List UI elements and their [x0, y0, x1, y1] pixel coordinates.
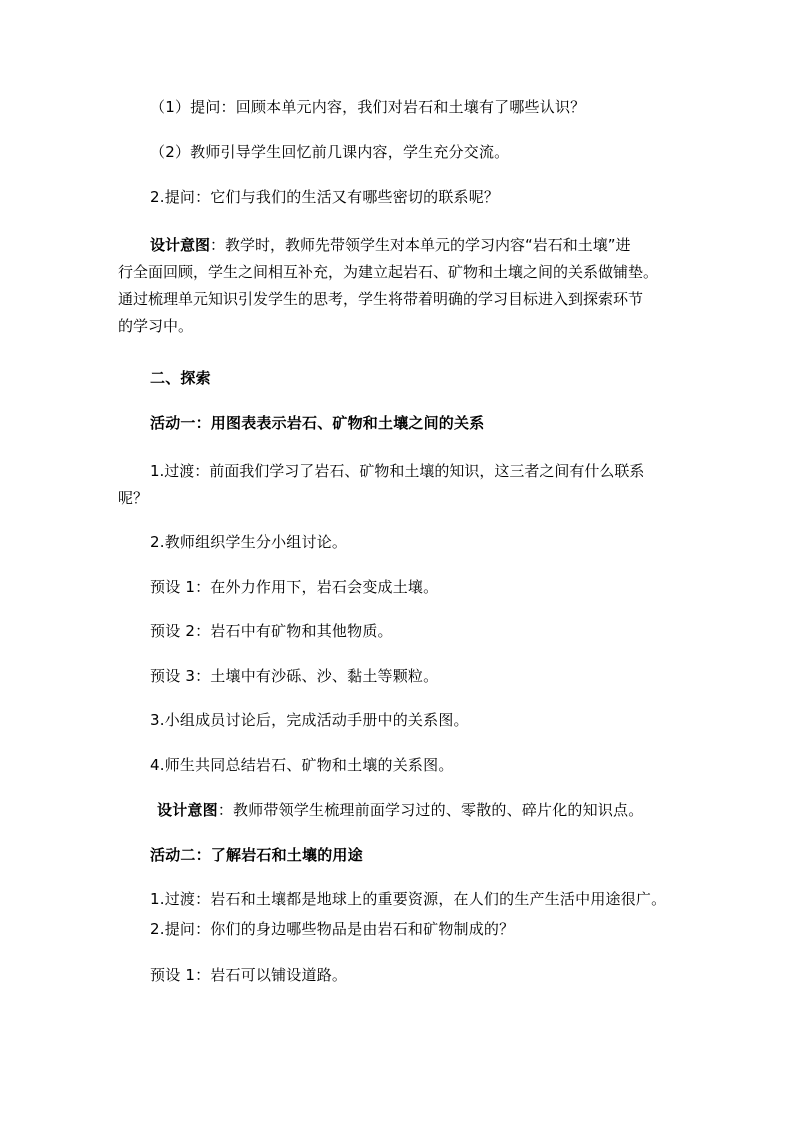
design-intent-text: ：教学时，教师先带领学生对本单元的学习内容“岩石和土壤”进	[210, 236, 631, 254]
activity1-heading: 活动一：用图表表示岩石、矿物和土壤之间的关系	[150, 414, 485, 432]
design-intent-paragraph-1	[118, 232, 678, 340]
section-heading: 二、探索	[150, 369, 211, 387]
design-intent-line-3: 通过梳理单元知识引发学生的思考，学生将带着明确的学习目标进入到探索环节	[118, 290, 644, 308]
activity1-step-4: 4.师生共同总结岩石、矿物和土壤的关系图。	[150, 756, 454, 774]
activity1-discuss: 2.教师组织学生分小组讨论。	[150, 533, 348, 551]
activity1-transition-paragraph	[118, 458, 678, 512]
activity1-preset-1: 预设 1：在外力作用下，岩石会变成土壤。	[150, 578, 439, 596]
question-line-1: （1）提问：回顾本单元内容，我们对岩石和土壤有了哪些认识？	[150, 98, 586, 116]
activity1-transition-line-2: 呢？	[118, 489, 149, 507]
activity2-heading: 活动二：了解岩石和土壤的用途	[150, 846, 363, 864]
activity2-question: 2.提问：你们的身边哪些物品是由岩石和矿物制成的？	[150, 920, 515, 938]
activity2-preset-1: 预设 1：岩石可以铺设道路。	[150, 966, 348, 984]
activity2-transition: 1.过渡：岩石和土壤都是地球上的重要资源，在人们的生产生活中用途很广。	[150, 890, 667, 908]
design-intent-2-text: ：教师带领学生梳理前面学习过的、零散的、碎片化的知识点。	[217, 801, 644, 819]
activity1-transition-line-1: 1.过渡：前面我们学习了岩石、矿物和土壤的知识，这三者之间有什么联系	[150, 462, 645, 480]
activity1-preset-3: 预设 3：土壤中有沙砾、沙、黏土等颗粒。	[150, 667, 439, 685]
design-intent-line-2: 行全面回顾，学生之间相互补充，为建立起岩石、矿物和土壤之间的关系做铺垫。	[118, 263, 659, 281]
activity1-step-3: 3.小组成员讨论后，完成活动手册中的关系图。	[150, 711, 469, 729]
teacher-guide-line: （2）教师引导学生回忆前几课内容，学生充分交流。	[150, 143, 510, 161]
design-intent-label: 设计意图	[150, 236, 211, 254]
design-intent-first-line	[118, 232, 678, 259]
design-intent-2	[157, 799, 643, 821]
question-line-2: 2.提问：它们与我们的生活又有哪些密切的联系呢？	[150, 188, 500, 206]
design-intent-2-label: 设计意图	[157, 801, 218, 819]
design-intent-line-4: 的学习中。	[118, 317, 194, 335]
activity1-preset-2: 预设 2：岩石中有矿物和其他物质。	[150, 622, 393, 640]
